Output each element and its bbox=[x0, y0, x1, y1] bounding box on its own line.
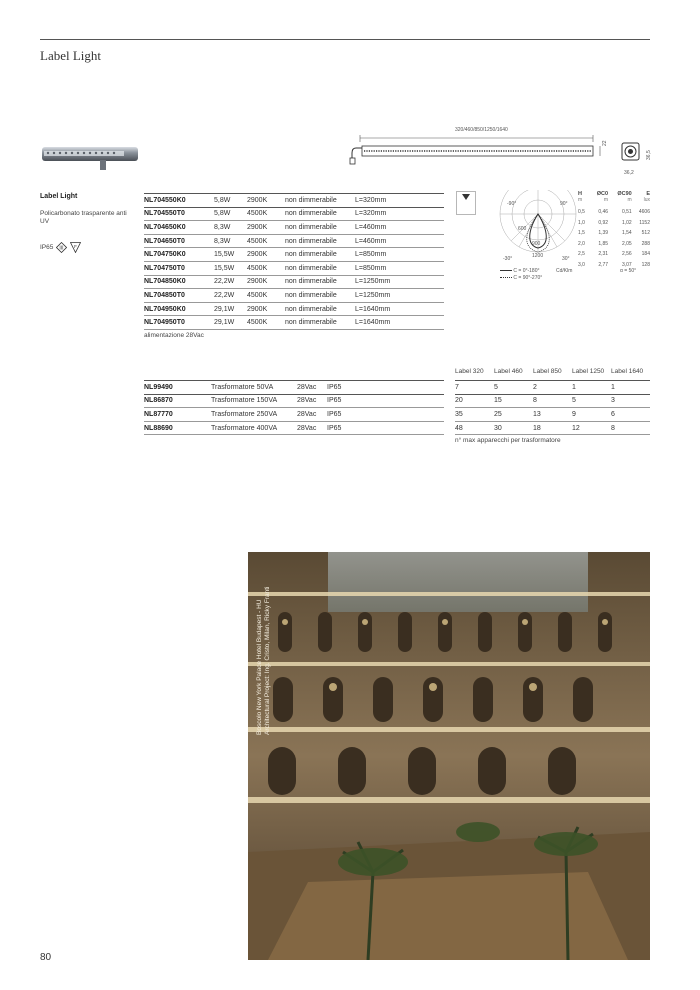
model-wattage: 29,1W bbox=[214, 302, 247, 316]
table-row bbox=[144, 408, 444, 422]
photometry-cell: 4606 bbox=[638, 209, 650, 216]
max-table-cell: 6 bbox=[611, 408, 650, 422]
table-row bbox=[144, 194, 444, 208]
product-image bbox=[40, 143, 140, 173]
model-dimming: non dimmerabile bbox=[285, 234, 355, 248]
model-code: NL704550T0 bbox=[144, 207, 214, 221]
svg-text:F: F bbox=[74, 244, 78, 249]
photometry-cell: 2,31 bbox=[598, 251, 609, 258]
legend-c0: C = 0°-180° bbox=[513, 268, 540, 274]
product-description: Policarbonato trasparente anti UV bbox=[40, 210, 127, 225]
photo-credit-line-2: Architectural Project: Ing. Cristo, Milan, Ricky Franti bbox=[264, 586, 271, 735]
photometry-cell: 184 bbox=[641, 251, 650, 258]
polar-label-left: -90° bbox=[507, 201, 517, 207]
max-table-cell: 7 bbox=[455, 381, 494, 395]
transformer-code: NL86870 bbox=[144, 394, 211, 408]
model-dimming: non dimmerabile bbox=[285, 207, 355, 221]
max-table-column-header: Label 320 bbox=[455, 368, 484, 375]
transformer-voltage: 28Vac bbox=[297, 381, 327, 395]
transformer-voltage: 28Vac bbox=[297, 408, 327, 422]
photo-credit-line-1: Boscolo New York Palace Hotel Budapest - HU bbox=[256, 599, 263, 735]
max-table-cell: 5 bbox=[494, 381, 533, 395]
transformer-voltage: 28Vac bbox=[297, 421, 327, 435]
polar-diagram bbox=[498, 190, 578, 270]
max-table-cell: 1 bbox=[611, 381, 650, 395]
page-title: Label Light bbox=[40, 48, 102, 63]
model-dimming: non dimmerabile bbox=[285, 248, 355, 262]
photometry-unit: m bbox=[603, 197, 609, 203]
model-code: NL704850K0 bbox=[144, 275, 214, 289]
photometry-cell: 2,05 bbox=[621, 240, 632, 247]
model-color-temp: 4500K bbox=[247, 261, 285, 275]
polar-label-right-30: 30° bbox=[562, 256, 570, 262]
model-length: L=850mm bbox=[355, 248, 444, 262]
transformer-code: NL87770 bbox=[144, 408, 211, 422]
ip-rating-label: IP65 bbox=[40, 244, 54, 251]
model-color-temp: 2900K bbox=[247, 221, 285, 235]
max-table-cell: 35 bbox=[455, 408, 494, 422]
max-table-cell: 20 bbox=[455, 394, 494, 408]
distribution-icon bbox=[456, 191, 476, 215]
model-length: L=1640mm bbox=[355, 302, 444, 316]
photometry-header: E bbox=[646, 191, 650, 197]
polar-label-left-30: -30° bbox=[503, 256, 513, 262]
polar-ring-600: 600 bbox=[518, 226, 527, 232]
model-dimming: non dimmerabile bbox=[285, 261, 355, 275]
photometry-row bbox=[578, 218, 650, 229]
transformer-description: Trasformatore 50VA bbox=[211, 381, 297, 395]
photometry-cell: 1,39 bbox=[598, 230, 609, 237]
photometry-row bbox=[578, 249, 650, 260]
model-color-temp: 2900K bbox=[247, 275, 285, 289]
model-wattage: 15,5W bbox=[214, 261, 247, 275]
photo-credit bbox=[256, 587, 272, 735]
table-row bbox=[455, 408, 650, 422]
photometry-cell: 288 bbox=[641, 240, 650, 247]
photometry-cell: 128 bbox=[641, 261, 650, 268]
transformer-ip: IP65 bbox=[327, 394, 444, 408]
transformer-description: Trasformatore 250VA bbox=[211, 408, 297, 422]
transformers-table bbox=[144, 380, 444, 435]
model-code: NL704650K0 bbox=[144, 221, 214, 235]
model-dimming: non dimmerabile bbox=[285, 194, 355, 208]
photometry-cell: 512 bbox=[641, 230, 650, 237]
interior-photo bbox=[248, 552, 650, 960]
model-code: NL704950K0 bbox=[144, 302, 214, 316]
product-name: Label Light bbox=[40, 193, 78, 200]
max-table-header bbox=[455, 368, 650, 375]
table-row bbox=[144, 234, 444, 248]
model-length: L=1640mm bbox=[355, 316, 444, 330]
max-table-cell: 8 bbox=[533, 394, 572, 408]
depth-dimension: 36,2 bbox=[624, 170, 634, 176]
photometry-cell: 0,5 bbox=[578, 209, 585, 216]
polar-ring-900: 900 bbox=[532, 241, 541, 247]
model-dimming: non dimmerabile bbox=[285, 316, 355, 330]
height-dimension: 22 bbox=[602, 140, 608, 146]
table-row bbox=[144, 394, 444, 408]
max-table-cell: 9 bbox=[572, 408, 611, 422]
model-code: NL704750T0 bbox=[144, 261, 214, 275]
model-wattage: 22,2W bbox=[214, 289, 247, 303]
max-table-cell: 3 bbox=[611, 394, 650, 408]
model-wattage: 5,8W bbox=[214, 194, 247, 208]
photometry-cell: 1,85 bbox=[598, 240, 609, 247]
table-row bbox=[144, 316, 444, 330]
photometry-cell: 1152 bbox=[639, 219, 650, 226]
model-code: NL704850T0 bbox=[144, 289, 214, 303]
photometry-row bbox=[578, 228, 650, 239]
max-table-note: n° max apparecchi per trasformatore bbox=[455, 437, 561, 444]
polar-legend bbox=[500, 268, 542, 281]
table-row bbox=[144, 221, 444, 235]
model-wattage: 8,3W bbox=[214, 234, 247, 248]
photometry-cell: 2,56 bbox=[621, 251, 632, 258]
table-row bbox=[144, 381, 444, 395]
table-row bbox=[144, 421, 444, 435]
model-dimming: non dimmerabile bbox=[285, 275, 355, 289]
model-dimming: non dimmerabile bbox=[285, 289, 355, 303]
model-code: NL704750K0 bbox=[144, 248, 214, 262]
model-length: L=320mm bbox=[355, 194, 444, 208]
model-color-temp: 4500K bbox=[247, 289, 285, 303]
model-dimming: non dimmerabile bbox=[285, 302, 355, 316]
max-table-column-header: Label 460 bbox=[494, 368, 523, 375]
page-number: 80 bbox=[40, 952, 52, 963]
transformer-ip: IP65 bbox=[327, 408, 444, 422]
model-wattage: 15,5W bbox=[214, 248, 247, 262]
table-row bbox=[144, 207, 444, 221]
max-table-cell: 15 bbox=[494, 394, 533, 408]
transformer-code: NL88690 bbox=[144, 421, 211, 435]
model-length: L=850mm bbox=[355, 261, 444, 275]
photometry-cell: 3,0 bbox=[578, 261, 585, 268]
model-wattage: 5,8W bbox=[214, 207, 247, 221]
transformer-ip: IP65 bbox=[327, 381, 444, 395]
table-row bbox=[144, 248, 444, 262]
model-wattage: 8,3W bbox=[214, 221, 247, 235]
photometry-cell: 0,92 bbox=[598, 219, 609, 226]
model-wattage: 29,1W bbox=[214, 316, 247, 330]
max-table-column-header: Label 1250 bbox=[572, 368, 605, 375]
model-code: NL704650T0 bbox=[144, 234, 214, 248]
model-wattage: 22,2W bbox=[214, 275, 247, 289]
diameter-dimension: 36,5 bbox=[646, 150, 652, 160]
legend-c90: C = 90°-270° bbox=[513, 274, 543, 281]
photometry-row bbox=[578, 260, 650, 271]
photometry-cell: 2,77 bbox=[598, 261, 609, 268]
transformer-voltage: 28Vac bbox=[297, 394, 327, 408]
svg-text:III: III bbox=[59, 245, 64, 252]
photometry-cell: 1,02 bbox=[621, 219, 632, 226]
models-table bbox=[144, 193, 444, 330]
max-table-cell: 8 bbox=[611, 421, 650, 435]
photometry-row bbox=[578, 239, 650, 250]
f-mark-icon bbox=[70, 242, 81, 253]
transformer-description: Trasformatore 150VA bbox=[211, 394, 297, 408]
section-drawing bbox=[619, 140, 643, 164]
photometry-row bbox=[578, 207, 650, 218]
transformer-ip: IP65 bbox=[327, 421, 444, 435]
max-table-cell: 25 bbox=[494, 408, 533, 422]
max-table-cell: 13 bbox=[533, 408, 572, 422]
model-dimming: non dimmerabile bbox=[285, 221, 355, 235]
photometry-cell: 1,54 bbox=[621, 230, 632, 237]
model-code: NL704950T0 bbox=[144, 316, 214, 330]
model-length: L=460mm bbox=[355, 221, 444, 235]
photometry-unit: m bbox=[627, 197, 632, 203]
max-table-cell: 12 bbox=[572, 421, 611, 435]
ip-rating bbox=[40, 242, 81, 253]
max-table bbox=[455, 380, 650, 435]
top-rule bbox=[40, 39, 650, 40]
photometry-unit: lux bbox=[643, 197, 650, 203]
table-row bbox=[455, 421, 650, 435]
model-color-temp: 2900K bbox=[247, 248, 285, 262]
model-color-temp: 4500K bbox=[247, 316, 285, 330]
max-table-cell: 2 bbox=[533, 381, 572, 395]
photometry-cell: 2,0 bbox=[578, 240, 585, 247]
polar-label-right: 90° bbox=[560, 201, 568, 207]
max-table-cell: 30 bbox=[494, 421, 533, 435]
photometry-cell: 2,5 bbox=[578, 251, 585, 258]
model-color-temp: 2900K bbox=[247, 302, 285, 316]
table-row bbox=[455, 394, 650, 408]
table-row bbox=[144, 261, 444, 275]
max-table-cell: 48 bbox=[455, 421, 494, 435]
photometry-header: H bbox=[578, 191, 582, 197]
model-color-temp: 4500K bbox=[247, 234, 285, 248]
photometry-cell: 0,46 bbox=[598, 209, 609, 216]
photometry-table bbox=[578, 191, 650, 270]
atrium-illustration bbox=[248, 552, 650, 960]
table-row bbox=[144, 289, 444, 303]
model-length: L=320mm bbox=[355, 207, 444, 221]
length-dimension: 320/460/850/1250/1640 bbox=[455, 127, 508, 133]
max-table-cell: 5 bbox=[572, 394, 611, 408]
max-table-cell: 18 bbox=[533, 421, 572, 435]
photometry-unit: m bbox=[578, 197, 583, 203]
photometry-header: ØC90 bbox=[617, 191, 632, 197]
table-row bbox=[455, 381, 650, 395]
model-code: NL704550K0 bbox=[144, 194, 214, 208]
table-row bbox=[144, 275, 444, 289]
table-row bbox=[144, 302, 444, 316]
polar-ring-1200: 1200 bbox=[532, 253, 544, 259]
max-table-cell: 1 bbox=[572, 381, 611, 395]
class-iii-icon bbox=[56, 242, 67, 253]
model-color-temp: 2900K bbox=[247, 194, 285, 208]
photometry-header: ØC0 bbox=[596, 191, 609, 197]
transformer-code: NL99490 bbox=[144, 381, 211, 395]
model-color-temp: 4500K bbox=[247, 207, 285, 221]
model-length: L=1250mm bbox=[355, 275, 444, 289]
technical-drawing bbox=[348, 134, 610, 170]
polar-unit: Cd/Klm bbox=[556, 268, 573, 274]
max-table-column-header: Label 850 bbox=[533, 368, 562, 375]
model-length: L=460mm bbox=[355, 234, 444, 248]
photometry-cell: 0,51 bbox=[621, 209, 632, 216]
transformer-description: Trasformatore 400VA bbox=[211, 421, 297, 435]
photometry-cell: 3,07 bbox=[621, 261, 632, 268]
power-supply-note: alimentazione 28Vac bbox=[144, 332, 204, 339]
photometry-cell: 1,5 bbox=[578, 230, 585, 237]
model-length: L=1250mm bbox=[355, 289, 444, 303]
photometry-cell: 1,0 bbox=[578, 219, 585, 226]
beam-angle: α = 50° bbox=[620, 268, 637, 274]
max-table-column-header: Label 1640 bbox=[611, 368, 644, 375]
